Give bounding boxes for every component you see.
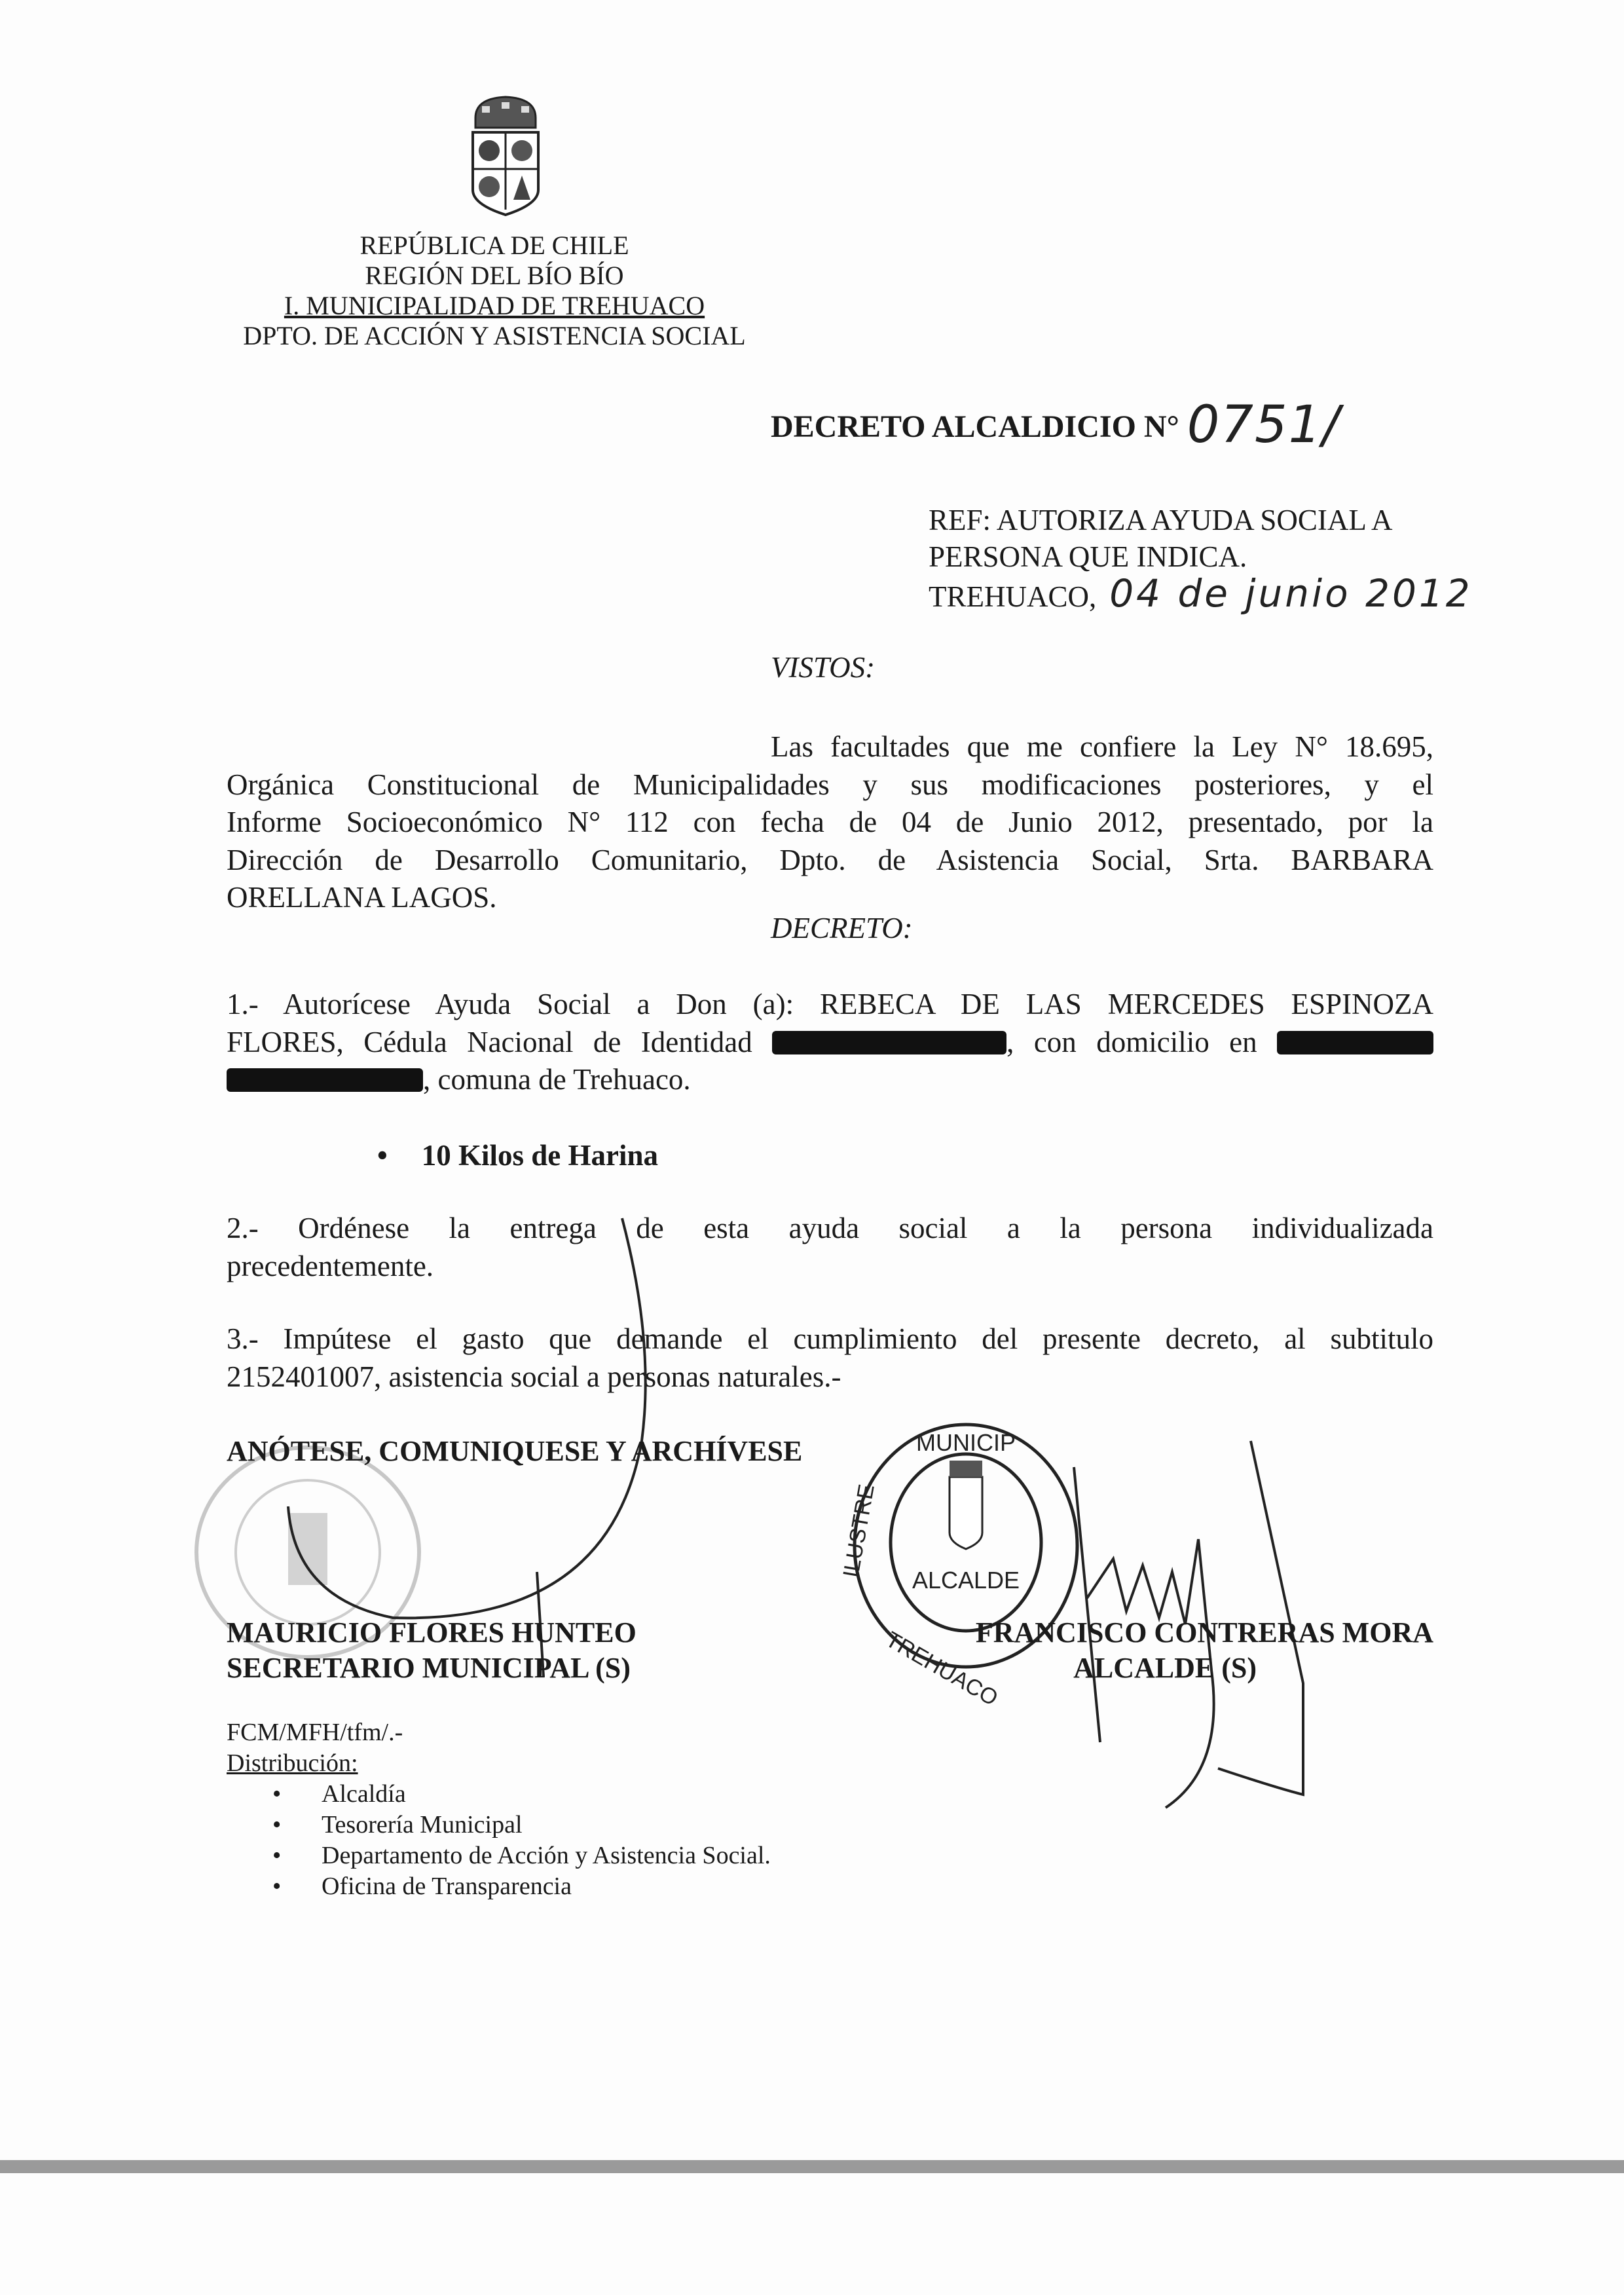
text-line: 1.- Autorícese Ayuda Social a Don (a): REBECA DE LAS MERCEDES ESPINOZA	[227, 988, 1433, 1020]
text: FLORES, Cédula Nacional de Identidad	[227, 1025, 752, 1058]
text-line: Orgánica Constitucional de Municipalidades y sus modificaciones posteriores, y el	[227, 768, 1433, 801]
text: , con domicilio en	[1006, 1025, 1257, 1058]
secretary-role: SECRETARIO MUNICIPAL (S)	[227, 1652, 631, 1684]
decreto-heading: DECRETO:	[771, 912, 913, 944]
distribution-list	[227, 1779, 771, 1902]
text-line: ORELLANA LAGOS.	[227, 881, 497, 914]
decree-title-text: DECRETO ALCALDICIO N°	[771, 409, 1179, 444]
header-line: REPÚBLICA DE CHILE	[360, 231, 629, 260]
text-line: Informe Socioeconómico N° 112 con fecha de 04 de Junio 2012, presentado, por la	[227, 806, 1433, 838]
initials: FCM/MFH/tfm/.-	[227, 1719, 403, 1746]
text: , comuna de Trehuaco.	[423, 1063, 691, 1096]
secretary-signature-block	[227, 1615, 637, 1686]
text-line: precedentemente.	[227, 1249, 434, 1282]
list-item: • Alcaldía	[227, 1779, 771, 1810]
text-line: 2152401007, asistencia social a personas naturales.-	[227, 1360, 841, 1393]
header-line: I. MUNICIPALIDAD DE TREHUACO	[284, 291, 705, 320]
list-item: • Oficina de Transparencia	[227, 1871, 771, 1902]
svg-text:MUNICIP: MUNICIP	[916, 1429, 1016, 1456]
ref-line: PERSONA QUE INDICA.	[929, 540, 1247, 573]
text-line: Las facultades que me confiere la Ley N° 18.695,	[771, 730, 1433, 763]
svg-text:TREHUACO: TREHUACO	[881, 1627, 1003, 1711]
bullet: •	[377, 1139, 388, 1172]
mayor-role: ALCALDE (S)	[1073, 1652, 1257, 1684]
header-line: DPTO. DE ACCIÓN Y ASISTENCIA SOCIAL	[243, 321, 746, 350]
text-line: 2.- Ordénese la entrega de esta ayuda social a la persona individualizada	[227, 1212, 1433, 1244]
list-item: • Tesorería Municipal	[227, 1810, 771, 1840]
ref-date: 04 de junio 2012	[1109, 571, 1473, 616]
mayor-signature-block	[976, 1615, 1433, 1686]
secretary-name: MAURICIO FLORES HUNTEO	[227, 1616, 637, 1649]
scan-edge-band	[0, 2160, 1624, 2173]
header-line: REGIÓN DEL BÍO BÍO	[365, 261, 624, 290]
closing-formula: ANÓTESE, COMUNIQUESE Y ARCHÍVESE	[227, 1435, 803, 1467]
ref-line: REF: AUTORIZA AYUDA SOCIAL A	[929, 504, 1393, 536]
svg-text:ILUSTRE: ILUSTRE	[838, 1482, 879, 1580]
text-line: Dirección de Desarrollo Comunitario, Dpto. de Asistencia Social, Srta. BARBARA	[227, 843, 1433, 876]
vistos-heading: VISTOS:	[771, 651, 876, 684]
text-line: 3.- Impútese el gasto que demande el cumplimiento del presente decreto, al subtitulo	[227, 1322, 1433, 1355]
aid-item: 10 Kilos de Harina	[421, 1139, 659, 1172]
ref-place: TREHUACO,	[929, 580, 1097, 613]
distribution-label: Distribución:	[227, 1749, 358, 1777]
list-item: • Departamento de Acción y Asistencia Social.	[227, 1840, 771, 1871]
decree-number: 0751/	[1187, 396, 1341, 455]
footer	[227, 1717, 771, 1902]
svg-text:ALCALDE: ALCALDE	[912, 1567, 1020, 1594]
mayor-name: FRANCISCO CONTRERAS MORA	[975, 1616, 1433, 1649]
